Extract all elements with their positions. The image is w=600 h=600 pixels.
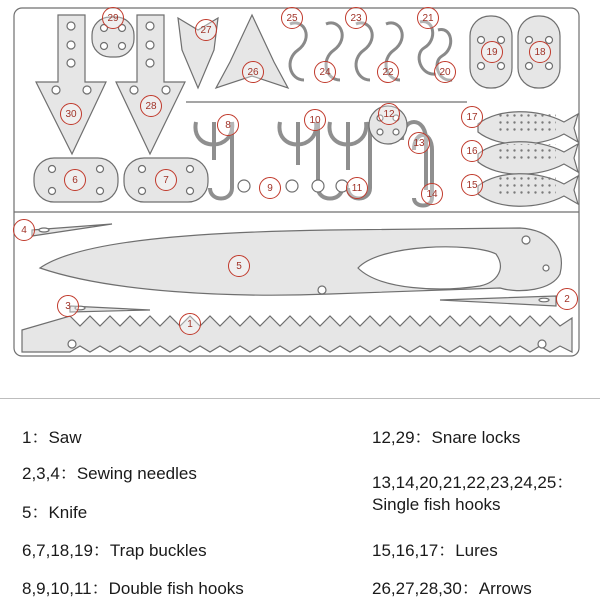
legend-item-single-fish-hooks xyxy=(372,472,600,516)
badge-4: 4 xyxy=(13,219,35,241)
legend-separator: ： xyxy=(31,428,49,447)
badge-25: 25 xyxy=(281,7,303,29)
badge-30: 30 xyxy=(60,103,82,125)
legend-item-saw xyxy=(22,427,82,449)
legend-numbers: 1 xyxy=(22,428,32,447)
legend-numbers: 5 xyxy=(22,503,32,522)
badge-6: 6 xyxy=(64,169,86,191)
badge-16: 16 xyxy=(461,140,483,162)
badge-2: 2 xyxy=(556,288,578,310)
legend-item-knife xyxy=(22,502,87,524)
badge-22: 22 xyxy=(377,61,399,83)
badge-8: 8 xyxy=(217,114,239,136)
divider xyxy=(0,398,600,399)
badge-29: 29 xyxy=(102,7,124,29)
badge-20: 20 xyxy=(434,61,456,83)
legend-label: Arrows xyxy=(478,579,532,598)
badge-3: 3 xyxy=(57,295,79,317)
badge-5: 5 xyxy=(228,255,250,277)
badge-7: 7 xyxy=(155,169,177,191)
legend-separator: ： xyxy=(556,473,574,492)
legend-item-trap-buckles xyxy=(22,540,207,562)
legend-separator: ： xyxy=(92,541,110,560)
legend-label: Saw xyxy=(48,428,82,447)
legend-numbers: 26,27,28,30 xyxy=(372,579,462,598)
legend-separator: ： xyxy=(414,428,432,447)
badge-18: 18 xyxy=(529,41,551,63)
badge-27: 27 xyxy=(195,19,217,41)
legend-numbers: 15,16,17 xyxy=(372,541,439,560)
legend-separator: ： xyxy=(91,579,109,598)
legend-numbers: 8,9,10,11 xyxy=(22,579,92,598)
badge-21: 21 xyxy=(417,7,439,29)
legend-item-double-fish-hooks xyxy=(22,578,244,600)
legend-label: Trap buckles xyxy=(109,541,207,560)
legend-item-arrows xyxy=(372,578,532,600)
badge-24: 24 xyxy=(314,61,336,83)
legend-item-lures xyxy=(372,540,498,562)
badge-10: 10 xyxy=(304,109,326,131)
legend-label: Single fish hooks xyxy=(372,495,501,514)
badge-1: 1 xyxy=(179,313,201,335)
legend-label: Snare locks xyxy=(431,428,521,447)
legend-numbers: 12,29 xyxy=(372,428,415,447)
legend-item-sewing-needles xyxy=(22,463,197,485)
badge-14: 14 xyxy=(421,183,443,205)
legend-label: Sewing needles xyxy=(76,464,197,483)
badge-12: 12 xyxy=(378,103,400,125)
legend-numbers: 6,7,18,19 xyxy=(22,541,93,560)
badge-11: 11 xyxy=(346,177,368,199)
legend-label: Double fish hooks xyxy=(108,579,244,598)
legend-separator: ： xyxy=(59,464,77,483)
legend-numbers: 2,3,4 xyxy=(22,464,60,483)
legend-label: Knife xyxy=(48,503,88,522)
legend-separator: ： xyxy=(438,541,456,560)
legend-separator: ： xyxy=(461,579,479,598)
legend-item-snare-locks xyxy=(372,427,520,449)
badge-13: 13 xyxy=(408,132,430,154)
badge-26: 26 xyxy=(242,61,264,83)
badge-17: 17 xyxy=(461,106,483,128)
legend-numbers: 13,14,20,21,22,23,24,25 xyxy=(372,473,557,492)
needle-2 xyxy=(440,296,556,306)
badge-15: 15 xyxy=(461,174,483,196)
saw-1 xyxy=(22,316,572,352)
legend-label: Lures xyxy=(455,541,498,560)
badge-9: 9 xyxy=(259,177,281,199)
badge-28: 28 xyxy=(140,95,162,117)
legend-separator: ： xyxy=(31,503,49,522)
badge-23: 23 xyxy=(345,7,367,29)
badge-19: 19 xyxy=(481,41,503,63)
